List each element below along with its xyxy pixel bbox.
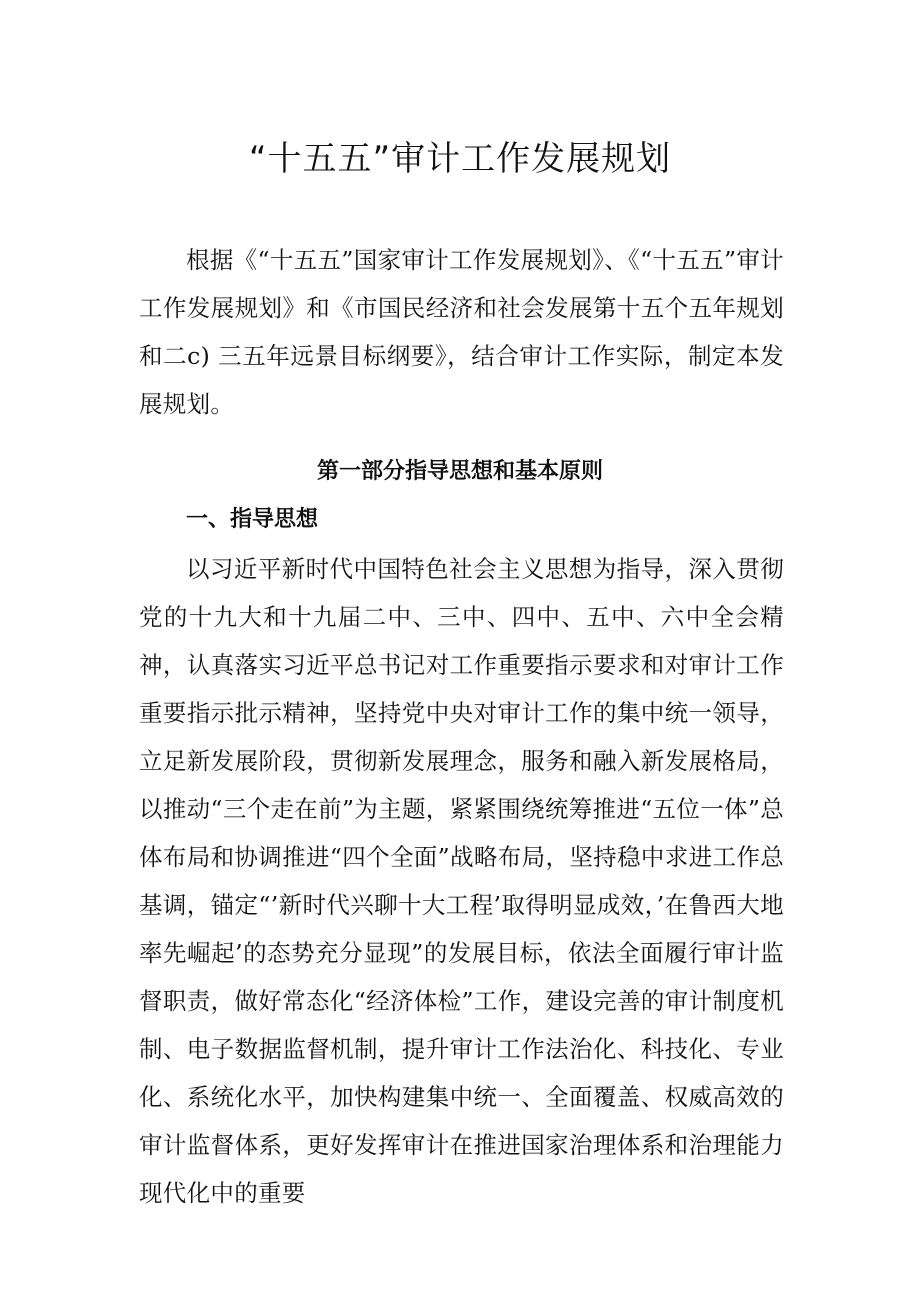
intro-paragraph: 根据《“十五五”国家审计工作发展规划》、《“十五五”审计工作发展规划》和《市国民经济和社会发展第十五个五年规划和二c) 三五年远景目标纲要》，结合审计工作实际，制定本发展规划。 bbox=[139, 246, 784, 418]
guiding-ideology-paragraph: 以习近平新时代中国特色社会主义思想为指导，深入贯彻党的十九大和十九届二中、三中、四中、五中、六中全会精神，认真落实习近平总书记对工作重要指示要求和对审计工作重要指示批示精神，坚持党中央对审计工作的集中统一领导，立足新发展阶段，贯彻新发展理念，服务和融入新发展格局，以推动“三个走在前”为主题，紧紧围绕统筹推进“五位一体”总体布局和协调推进“四个全面”战略布局，坚持稳中求进工作总基调，锚定“’新时代兴聊十大工程’取得明显成效，’在鲁西大地率先崛起’的态势充分显现”的发展目标，依法全面履行审计监督职责，做好常态化“经济体检”工作，建设完善的审计制度机制、电子数据监督机制，提升审计工作法治化、科技化、专业化、系统化水平，加快构建集中统一、全面覆盖、权威高效的审计监督体系，更好发挥审计在推进国家治理体系和治理能力现代化中的重要 bbox=[139, 555, 784, 1207]
section-heading: 一、指导思想 bbox=[186, 507, 319, 532]
document-title: “十五五”审计工作发展规划 bbox=[248, 139, 672, 179]
part-heading: 第一部分指导思想和基本原则 bbox=[316, 459, 603, 484]
